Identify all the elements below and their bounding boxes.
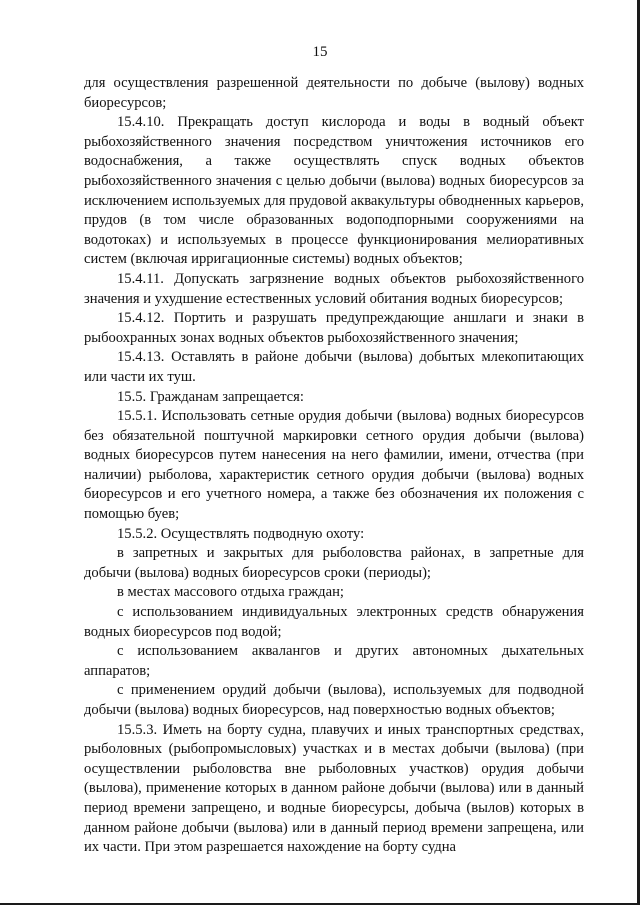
paragraph-15-5-1: 15.5.1. Использовать сетные орудия добычи (вылова) водных биоресурсов без обязательной поштучной маркировки сетного орудия добычи (вылова) водных биоресурсов путем нанесения на него фамилии, имени, отчества (при наличии) рыболова, характеристик сетного орудия добычи (вылова) водных биоресурсов и его учетного номера, а также без обозначения их положения с помощью буев;: [84, 408, 584, 523]
paragraph-15-4-11: 15.4.11. Допускать загрязнение водных объектов рыбохозяйственного значения и ухудшение естественных условий обитания водных биоресурсов;: [84, 270, 584, 307]
paragraph-15-5-2: 15.5.2. Осуществлять подводную охоту:: [117, 525, 365, 542]
paragraph-15-4-10: 15.4.10. Прекращать доступ кислорода и воды в водный объект рыбохозяйственного значения посредством уничтожения источников его водоснабжения, а также осуществлять спуск водных объектов рыбохозяйственного значения с целью добычи (вылова) водных биоресурсов за исключением используемых для прудовой аквакультуры обводненных карьеров, прудов (в том числе образованных водоподпорными сооружениями на водотоках) и используемых в процессе функционирования мелиоративных систем (включая ирригационные системы) водных объектов;: [84, 114, 584, 268]
document-body: [84, 74, 584, 858]
list-item-prohibited-areas: в запретных и закрытых для рыболовства районах, в запретные для добычи (вылова) водных биоресурсов сроки (периоды);: [84, 545, 584, 581]
paragraph-15-5: 15.5. Гражданам запрещается:: [117, 388, 304, 405]
paragraph-15-4-12: 15.4.12. Портить и разрушать предупреждающие аншлаги и знаки в рыбоохранных зонах водных объектов рыбохозяйственного значения;: [84, 310, 584, 346]
list-item-electronic-detection: с использованием индивидуальных электронных средств обнаружения водных биоресурсов под водой;: [84, 604, 584, 640]
page-number: 15: [312, 44, 328, 60]
list-item-above-surface: с применением орудий добычи (вылова), используемых для подводной добычи (вылова) водных биоресурсов, над поверхностью водных объектов;: [84, 682, 584, 718]
paragraph-15-5-3: 15.5.3. Иметь на борту судна, плавучих и иных транспортных средствах, рыболовных (рыбопромысловых) участках и в местах добычи (вылова) (при осуществлении рыболовства вне рыболовных участков) орудия добычи (вылова), применение которых в данном районе добычи (вылова) или в данный период времени запрещено, и водные биоресурсы, добыча (вылов) которых в данном районе добычи (вылова) или в данный период времени запрещена, или их части. При этом разрешается нахождение на борту судна: [84, 721, 584, 856]
paragraph-continuation: для осуществления разрешенной деятельности по добыче (вылову) водных биоресурсов;: [84, 75, 584, 111]
list-item-scuba-gear: с использованием аквалангов и других автономных дыхательных аппаратов;: [84, 643, 584, 679]
paragraph-15-4-13: 15.4.13. Оставлять в районе добычи (вылова) добытых млекопитающих или части их туш.: [84, 349, 584, 385]
list-item-recreation-places: в местах массового отдыха граждан;: [117, 584, 344, 601]
